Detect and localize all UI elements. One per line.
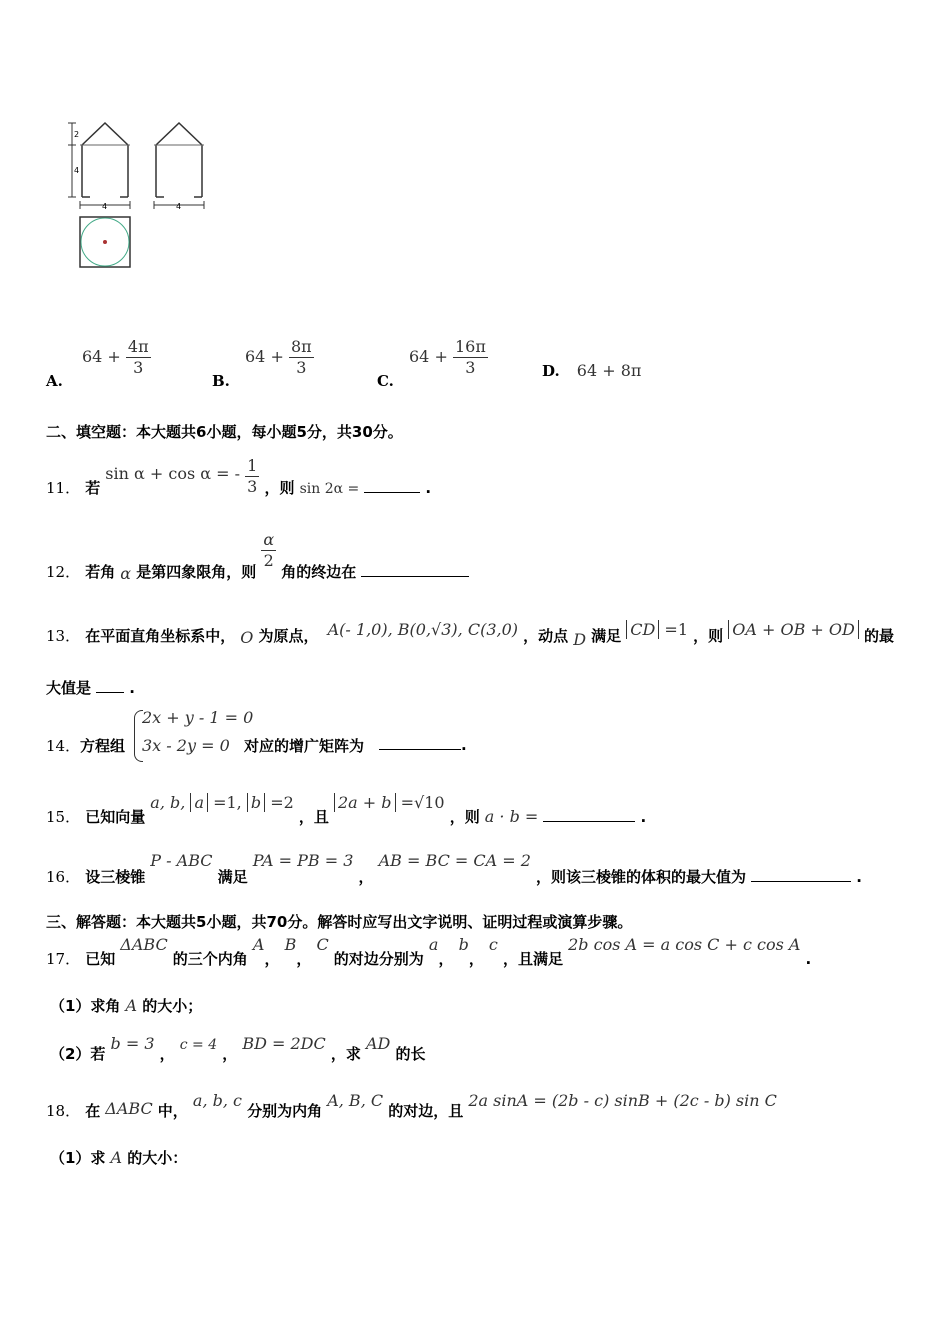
question-15 (46, 792, 647, 826)
q18-equation: 2a sinA = (2b - c) sinB + (2c - b) sin C (468, 1091, 777, 1110)
q17-comma: ， (264, 950, 280, 968)
option-letter: C. (377, 372, 394, 390)
dim-side-w: 4 (176, 202, 182, 211)
question-17 (46, 934, 812, 968)
answer-blank[interactable] (361, 562, 469, 577)
option-c[interactable] (377, 337, 488, 390)
q15-dot: a · b = (484, 807, 539, 826)
section-2-title: 二、填空题：本大题共6小题，每小题5分，共30分。 (46, 423, 403, 441)
option-int: 64 (245, 347, 266, 366)
q18-text: 在 (85, 1102, 101, 1120)
q17-part2-comma: ， (222, 1045, 238, 1063)
q11-text2: ，则 (264, 479, 295, 497)
question-17-part2 (50, 1033, 426, 1063)
section-3-title: 三、解答题：本大题共5小题，共70分。解答时应写出文字说明、证明过程或演算步骤。 (46, 913, 633, 931)
option-den: 3 (133, 358, 144, 377)
q13-sum: OA + OB + OD (728, 620, 859, 639)
q17-part2-bd: BD = 2DC (242, 1034, 326, 1053)
q13-eq1: =1 (664, 620, 688, 639)
q17-part2-text2: 的长 (395, 1045, 426, 1063)
option-letter: A. (46, 372, 63, 390)
q17-part2-b: b = 3 (110, 1034, 155, 1053)
q17-text4: ，且满足 (502, 950, 563, 968)
option-op: + (270, 347, 284, 366)
answer-blank[interactable] (379, 735, 461, 750)
dim-side-h: 4 (74, 166, 80, 175)
q16-cond1: PA = PB = 3 (252, 851, 354, 870)
q15-abs-a: a (190, 793, 208, 812)
q15-text2: ，且 (298, 808, 329, 826)
top-view (80, 217, 130, 267)
q13-text3: ，动点 (523, 627, 569, 645)
q17-part1-label: （1）求角 (50, 997, 121, 1015)
question-18 (46, 1090, 777, 1120)
answer-blank[interactable] (543, 807, 635, 822)
dim-front-w: 4 (102, 202, 108, 211)
question-number: 18． (46, 1102, 81, 1120)
option-a[interactable] (46, 337, 151, 390)
option-op: + (107, 347, 121, 366)
option-int: 64 (81, 347, 103, 366)
q17-text3: 的对边分别为 (333, 950, 424, 968)
q17-comma: ， (296, 950, 312, 968)
q14-eq2: 3x - 2y = 0 (142, 736, 230, 755)
q18-angles: A, B, C (327, 1091, 384, 1110)
q18-part1-label: （1）求 (50, 1149, 106, 1167)
q12-text2: 是第四象限角，则 (136, 563, 257, 581)
option-num: 16π (454, 337, 486, 356)
q13-text6: 的最 (863, 627, 894, 645)
option-letter: D. (542, 362, 560, 380)
q17-comma: ， (438, 950, 454, 968)
question-17-part1 (50, 995, 202, 1016)
q13-text4: 满足 (591, 627, 622, 645)
q12-text3: 角的终边在 (281, 563, 357, 581)
q15-abs-b: b (247, 793, 265, 812)
q15-eq-a: =1, (213, 793, 242, 812)
q14-end: . (461, 736, 467, 754)
q13-text5: ，则 (693, 627, 724, 645)
q17-side-a: a (428, 935, 439, 954)
q17-part1-a: A (125, 996, 138, 1015)
q13-origin: O (240, 628, 254, 647)
q15-text3: ，则 (449, 808, 480, 826)
q18-part1-text: 的大小： (127, 1149, 188, 1167)
question-number: 14． (46, 737, 81, 755)
q17-triangle: ΔABC (120, 935, 168, 954)
question-number: 12． (46, 563, 81, 581)
q17-side-b: b (458, 935, 469, 954)
option-expr: 64 + 8π (576, 361, 642, 380)
q17-angle-b: B (284, 935, 297, 954)
q17-comma: ， (468, 950, 484, 968)
q11-frac-den: 3 (247, 477, 258, 496)
option-den: 3 (296, 358, 307, 377)
q17-part2-comma: ， (159, 1045, 175, 1063)
q15-abs-2ab: 2a + b (334, 793, 396, 812)
q17-part2-text: ，求 (330, 1045, 361, 1063)
q18-triangle: ΔABC (105, 1099, 153, 1118)
q18-text4: 的对边，且 (388, 1102, 464, 1120)
q16-pyramid: P - ABC (150, 851, 213, 870)
option-num: 4π (127, 337, 149, 356)
q11-end: . (425, 479, 432, 497)
q11-expr2: sin 2α = (299, 481, 360, 497)
question-18-part1 (50, 1147, 187, 1168)
q17-text2: 的三个内角 (172, 950, 248, 968)
q14-text: 方程组 (80, 737, 126, 755)
option-d[interactable] (542, 361, 641, 380)
question-13-line2 (46, 677, 135, 698)
q18-text3: 分别为内角 (247, 1102, 323, 1120)
dim-top-h: 2 (74, 130, 80, 139)
q17-equation: 2b cos A = a cos C + c cos A (568, 935, 801, 954)
question-14 (46, 708, 486, 764)
answer-blank[interactable] (364, 478, 420, 493)
q16-text3: ，则该三棱锥的体积的最大值为 (536, 868, 747, 886)
q15-end: . (640, 808, 647, 826)
q18-part1-a: A (110, 1148, 123, 1167)
side-view (154, 123, 204, 197)
q14-text2: 对应的增广矩阵为 (244, 737, 365, 755)
option-letter: B. (212, 372, 230, 390)
q13-text: 在平面直角坐标系中， (85, 627, 236, 645)
q15-eq-b: =2 (270, 793, 294, 812)
q14-eq1: 2x + y - 1 = 0 (142, 708, 254, 727)
option-b[interactable] (212, 337, 314, 390)
question-number: 11． (46, 479, 81, 497)
q17-angle-a: A (252, 935, 265, 954)
answer-blank[interactable] (751, 867, 851, 882)
q17-end: . (805, 950, 812, 968)
q17-part2-ad: AD (365, 1034, 391, 1053)
q16-text2: 满足 (217, 868, 248, 886)
q17-text: 已知 (85, 950, 116, 968)
q16-comma: ， (358, 868, 374, 886)
q18-text2: 中， (157, 1102, 188, 1120)
q11-frac-num: 1 (247, 456, 258, 475)
front-view (80, 123, 130, 197)
question-number: 15． (46, 808, 81, 826)
q16-cond2: AB = BC = CA = 2 (378, 851, 531, 870)
q12-text: 若角 (85, 563, 116, 581)
option-op: + (434, 347, 448, 366)
question-13 (46, 619, 894, 649)
q11-expr: sin α + cos α = - (105, 464, 241, 483)
three-view-figure (60, 115, 220, 275)
q16-end: . (856, 868, 862, 886)
q15-eq2: =√10 (400, 793, 445, 812)
q17-part1-text: 的大小； (142, 997, 203, 1015)
question-12 (46, 530, 469, 583)
option-int: 64 (409, 347, 430, 366)
option-num: 8π (290, 337, 312, 356)
q15-text: 已知向量 (85, 808, 146, 826)
question-16 (46, 850, 862, 886)
q17-part2-c: c = 4 (179, 1037, 218, 1053)
q17-side-c: c (488, 935, 498, 954)
question-number: 13． (46, 627, 81, 645)
answer-blank[interactable] (96, 678, 124, 693)
q13-end: . (129, 679, 135, 697)
q18-vars: a, b, c (192, 1091, 242, 1110)
q13-text7: 大值是 (46, 679, 92, 697)
q17-part2-label: （2）若 (50, 1045, 106, 1063)
q17-angle-c: C (316, 935, 329, 954)
question-11 (46, 444, 432, 497)
question-number: 16． (46, 868, 81, 886)
q12-alpha: α (120, 564, 132, 583)
q11-text: 若 (85, 479, 101, 497)
q12-frac-num: α (263, 530, 275, 549)
q15-vars: a, b, (150, 793, 186, 812)
q13-d: D (573, 630, 587, 649)
question-number: 17． (46, 950, 81, 968)
q13-points: A(- 1,0), B(0,√3), C(3,0) (327, 620, 518, 639)
q16-text: 设三棱锥 (85, 868, 146, 886)
option-den: 3 (465, 358, 476, 377)
q12-frac-den: 2 (263, 551, 274, 570)
q13-text2: 为原点， (258, 627, 319, 645)
q13-cd: CD (626, 620, 659, 639)
